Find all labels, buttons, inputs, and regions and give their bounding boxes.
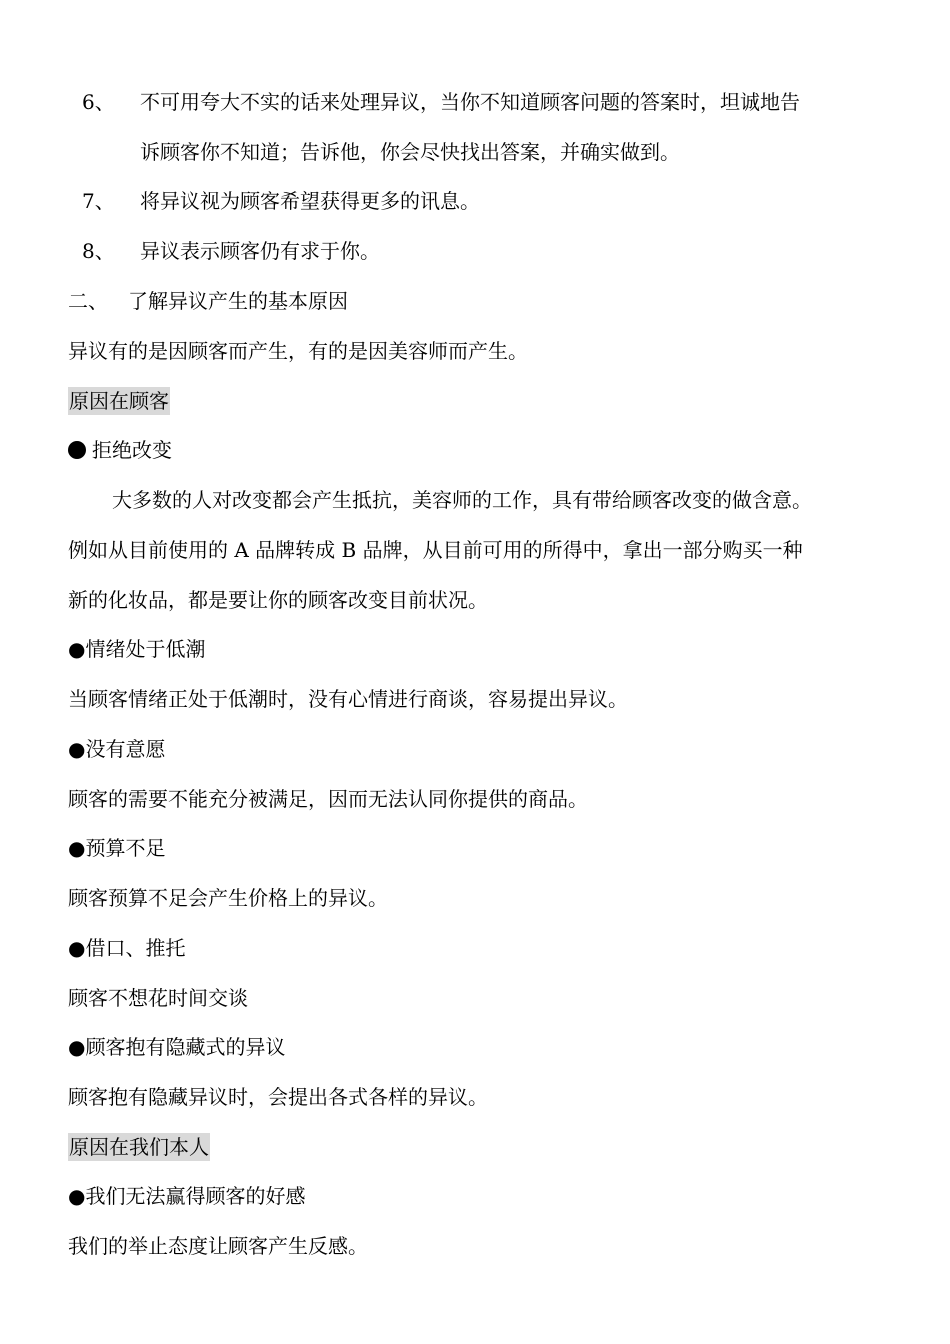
bullet-reject-change	[0, 436, 950, 486]
reason-description	[0, 685, 950, 735]
bullet-label: ●没有意愿	[68, 737, 166, 761]
paragraph-text: 当顾客情绪正处于低潮时，没有心情进行商谈，容易提出异议。	[68, 687, 628, 711]
numbered-item-6	[0, 88, 950, 138]
intro-paragraph	[0, 337, 950, 387]
bullet-label: ●顾客抱有隐藏式的异议	[68, 1035, 286, 1059]
reason-label	[0, 934, 950, 984]
bullet-icon	[68, 441, 86, 459]
reject-change-line-1	[0, 486, 950, 536]
paragraph-text: 例如从目前使用的 A 品牌转成 B 品牌，从目前可用的所得中，拿出一部分购买一种	[68, 538, 803, 562]
bullet-label: ●情绪处于低潮	[68, 637, 206, 661]
item-text: 诉顾客你不知道；告诉他，你会尽快找出答案，并确实做到。	[140, 140, 680, 164]
bullet-item	[68, 436, 172, 464]
section-title: 了解异议产生的基本原因	[128, 289, 348, 313]
bullet-label: 拒绝改变	[92, 438, 172, 462]
self-reason-heading	[0, 1133, 950, 1183]
reason-label	[0, 635, 950, 685]
reason-description	[0, 1232, 950, 1282]
item-number: 7、	[82, 189, 115, 213]
highlighted-heading: 原因在我们本人	[69, 1135, 209, 1159]
numbered-item-6-continued	[0, 138, 950, 188]
numbered-item-7	[0, 187, 950, 237]
highlighted-heading: 原因在顾客	[69, 389, 169, 413]
reason-label	[0, 1033, 950, 1083]
reject-change-line-2	[0, 536, 950, 586]
paragraph-text: 顾客不想花时间交谈	[68, 986, 248, 1010]
paragraph-text: 顾客预算不足会产生价格上的异议。	[68, 886, 388, 910]
customer-reason-heading	[0, 387, 950, 437]
item-number: 6、	[82, 90, 115, 114]
item-number: 8、	[82, 239, 115, 263]
paragraph-text: 我们的举止态度让顾客产生反感。	[68, 1234, 368, 1258]
reason-label	[0, 735, 950, 785]
section-number: 二、	[68, 289, 108, 313]
reason-description	[0, 1083, 950, 1133]
reason-label	[0, 834, 950, 884]
reject-change-line-3	[0, 586, 950, 636]
item-text: 将异议视为顾客希望获得更多的讯息。	[140, 189, 480, 213]
bullet-label: ●预算不足	[68, 836, 166, 860]
reason-description	[0, 785, 950, 835]
numbered-item-8	[0, 237, 950, 287]
bullet-label: ●借口、推托	[68, 936, 186, 960]
bullet-label: ●我们无法赢得顾客的好感	[68, 1184, 306, 1208]
section-heading	[0, 287, 950, 337]
item-text: 不可用夸大不实的话来处理异议，当你不知道顾客问题的答案时，坦诚地告	[140, 90, 800, 114]
reason-description	[0, 884, 950, 934]
paragraph-text: 大多数的人对改变都会产生抵抗，美容师的工作，具有带给顾客改变的做含意。	[112, 488, 812, 512]
paragraph-text: 新的化妆品，都是要让你的顾客改变目前状况。	[68, 588, 488, 612]
reason-label	[0, 1182, 950, 1232]
paragraph-text: 顾客抱有隐藏异议时，会提出各式各样的异议。	[68, 1085, 488, 1109]
item-text: 异议表示顾客仍有求于你。	[140, 239, 380, 263]
paragraph-text: 顾客的需要不能充分被满足，因而无法认同你提供的商品。	[68, 787, 588, 811]
reason-description	[0, 984, 950, 1034]
paragraph-text: 异议有的是因顾客而产生，有的是因美容师而产生。	[68, 339, 528, 363]
